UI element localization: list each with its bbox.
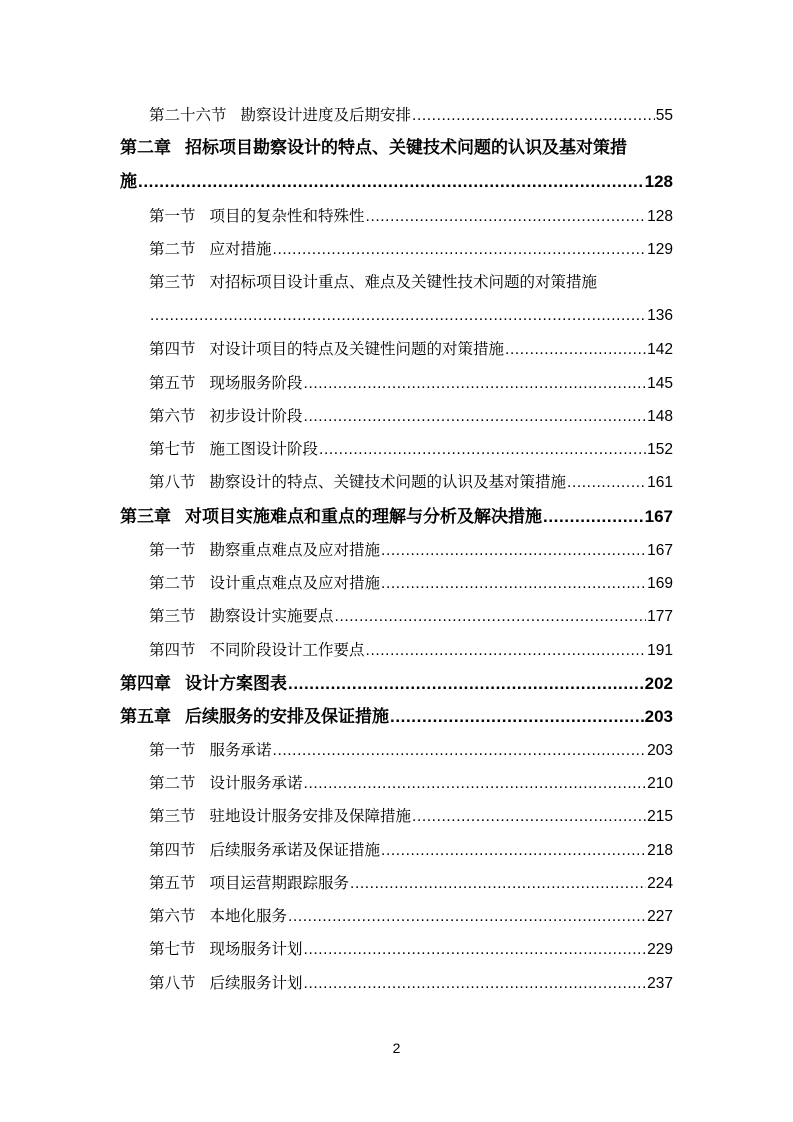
toc-dot-leader [288,672,644,696]
toc-chapter-entry[interactable] [120,136,700,160]
toc-entry-page: 152 [647,441,673,458]
toc-entry[interactable] [149,371,673,395]
toc-dot-leader [319,438,646,462]
toc-dot-leader [381,572,646,596]
toc-entry[interactable] [149,470,673,494]
toc-entry-continuation[interactable] [149,304,673,328]
toc-entry-page: 191 [647,642,673,659]
toc-chapter-title: 设计方案图表 [185,674,287,694]
toc-chapter-title-continuation: 施 [120,172,137,192]
toc-entry[interactable] [149,571,673,595]
toc-entry-number: 第四节 [149,641,196,659]
toc-entry-title: 施工图设计阶段 [209,440,319,458]
toc-entry-page: 161 [647,474,673,491]
toc-dot-leader [138,170,644,194]
toc-dot-leader [304,372,647,396]
toc-entry-title: 项目的复杂性和特殊性 [209,207,365,225]
toc-chapter-title: 后续服务的安排及保证措施 [185,707,389,727]
toc-entry-number: 第六节 [149,907,196,925]
toc-dot-leader [567,471,646,495]
toc-chapter-number: 第二章 [120,138,171,158]
toc-dot-leader [273,739,647,763]
toc-entry-number: 第一节 [149,541,196,559]
toc-entry-page: 136 [647,307,673,324]
toc-dot-leader [505,338,646,362]
toc-dot-leader [273,238,647,262]
toc-entry-page: 55 [655,107,673,124]
toc-entry-number: 第三节 [149,607,196,625]
toc-entry-title: 服务承诺 [209,741,272,759]
toc-entry-title: 后续服务承诺及保证措施 [209,841,381,859]
toc-dot-leader [366,205,647,229]
toc-entry-page: 169 [647,575,673,592]
toc-entry-page: 229 [647,941,673,958]
page-number: 2 [392,1040,401,1056]
toc-chapter-number: 第四章 [120,674,171,694]
toc-entry-page: 177 [647,608,673,625]
toc-entry-title: 勘察设计进度及后期安排 [240,106,412,124]
toc-entry-number: 第一节 [149,207,196,225]
toc-entry-title: 项目运营期跟踪服务 [209,874,350,892]
toc-entry-title: 不同阶段设计工作要点 [209,641,365,659]
toc-dot-leader [412,805,646,829]
toc-dot-leader [543,505,644,529]
toc-chapter-page: 203 [644,707,673,726]
toc-entry-number: 第三节 [149,273,196,291]
toc-entry-page: 128 [647,208,673,225]
toc-entry-title: 对设计项目的特点及关键性问题的对策措施 [209,340,505,358]
toc-dot-leader [150,304,646,328]
toc-dot-leader [335,605,647,629]
toc-entry[interactable] [149,604,673,628]
toc-dot-leader [304,972,647,996]
toc-chapter-entry-continuation[interactable] [120,170,673,194]
toc-entry-number: 第二节 [149,574,196,592]
toc-entry-number: 第八节 [149,974,196,992]
toc-chapter-number: 第五章 [120,707,171,727]
toc-chapter-page: 128 [644,172,673,191]
toc-dot-leader [288,905,646,929]
toc-entry-title: 勘察设计实施要点 [209,607,334,625]
toc-entry[interactable] [149,103,673,127]
toc-entry[interactable] [149,771,673,795]
toc-entry[interactable] [149,838,673,862]
toc-entry-page: 215 [647,808,673,825]
toc-entry-number: 第五节 [149,874,196,892]
toc-entry-title: 应对措施 [209,240,272,258]
toc-entry-title: 初步设计阶段 [209,407,303,425]
toc-entry-page: 218 [647,842,673,859]
toc-entry-title: 本地化服务 [209,907,288,925]
toc-entry-number: 第三节 [149,807,196,825]
toc-entry-number: 第七节 [149,940,196,958]
toc-entry[interactable] [149,937,673,961]
toc-entry-page: 237 [647,975,673,992]
toc-dot-leader [381,839,646,863]
toc-dot-leader [366,639,647,663]
toc-entry-number: 第二十六节 [149,106,227,124]
toc-entry-number: 第六节 [149,407,196,425]
toc-entry[interactable] [149,871,673,895]
toc-entry[interactable] [149,437,673,461]
toc-chapter-title: 对项目实施难点和重点的理解与分析及解决措施 [185,507,542,527]
toc-chapter-page: 202 [644,674,673,693]
toc-entry[interactable] [149,638,673,662]
toc-entry-number: 第七节 [149,440,196,458]
toc-chapter-entry[interactable] [120,505,673,529]
toc-entry-number: 第一节 [149,741,196,759]
toc-entry[interactable] [149,904,673,928]
toc-entry-number: 第二节 [149,774,196,792]
toc-entry[interactable] [149,738,673,762]
toc-entry-page: 210 [647,775,673,792]
toc-entry-title: 勘察设计的特点、关键技术问题的认识及基对策措施 [209,473,567,491]
toc-entry[interactable] [149,204,673,228]
toc-entry-title: 勘察重点难点及应对措施 [209,541,381,559]
toc-entry-page: 142 [647,341,673,358]
toc-entry[interactable] [149,337,673,361]
toc-entry-page: 227 [647,908,673,925]
toc-entry-page: 148 [647,408,673,425]
toc-entry-number: 第二节 [149,240,196,258]
toc-entry-title: 现场服务计划 [209,940,303,958]
toc-entry-page: 203 [647,742,673,759]
toc-dot-leader [304,405,647,429]
toc-entry-page: 167 [647,542,673,559]
toc-chapter-number: 第三章 [120,507,171,527]
toc-dot-leader [350,872,646,896]
toc-entry[interactable] [149,404,673,428]
toc-entry-title: 现场服务阶段 [209,374,303,392]
toc-entry-number: 第四节 [149,340,196,358]
toc-dot-leader [304,772,647,796]
toc-entry[interactable] [149,538,673,562]
toc-chapter-entry[interactable] [120,705,673,729]
toc-entry-title: 驻地设计服务安排及保障措施 [209,807,412,825]
toc-entry-page: 224 [647,875,673,892]
toc-entry-page: 145 [647,375,673,392]
toc-dot-leader [390,705,644,729]
toc-entry-number: 第五节 [149,374,196,392]
toc-dot-leader [412,104,655,128]
toc-entry-title: 设计服务承诺 [209,774,303,792]
toc-entry-title: 后续服务计划 [209,974,303,992]
toc-entry-title: 设计重点难点及应对措施 [209,574,381,592]
toc-entry[interactable] [149,971,673,995]
toc-chapter-title: 招标项目勘察设计的特点、关键技术问题的认识及基对策措 [185,138,627,158]
toc-entry-number: 第四节 [149,841,196,859]
toc-chapter-entry[interactable] [120,672,673,696]
toc-chapter-page: 167 [644,507,673,526]
toc-dot-leader [381,539,646,563]
toc-entry[interactable] [149,237,673,261]
toc-entry-title: 对招标项目设计重点、难点及关键性技术问题的对策措施 [209,273,598,291]
toc-dot-leader [304,938,647,962]
toc-entry-page: 129 [647,241,673,258]
toc-entry[interactable] [149,270,689,294]
toc-entry[interactable] [149,804,673,828]
toc-entry-number: 第八节 [149,473,196,491]
